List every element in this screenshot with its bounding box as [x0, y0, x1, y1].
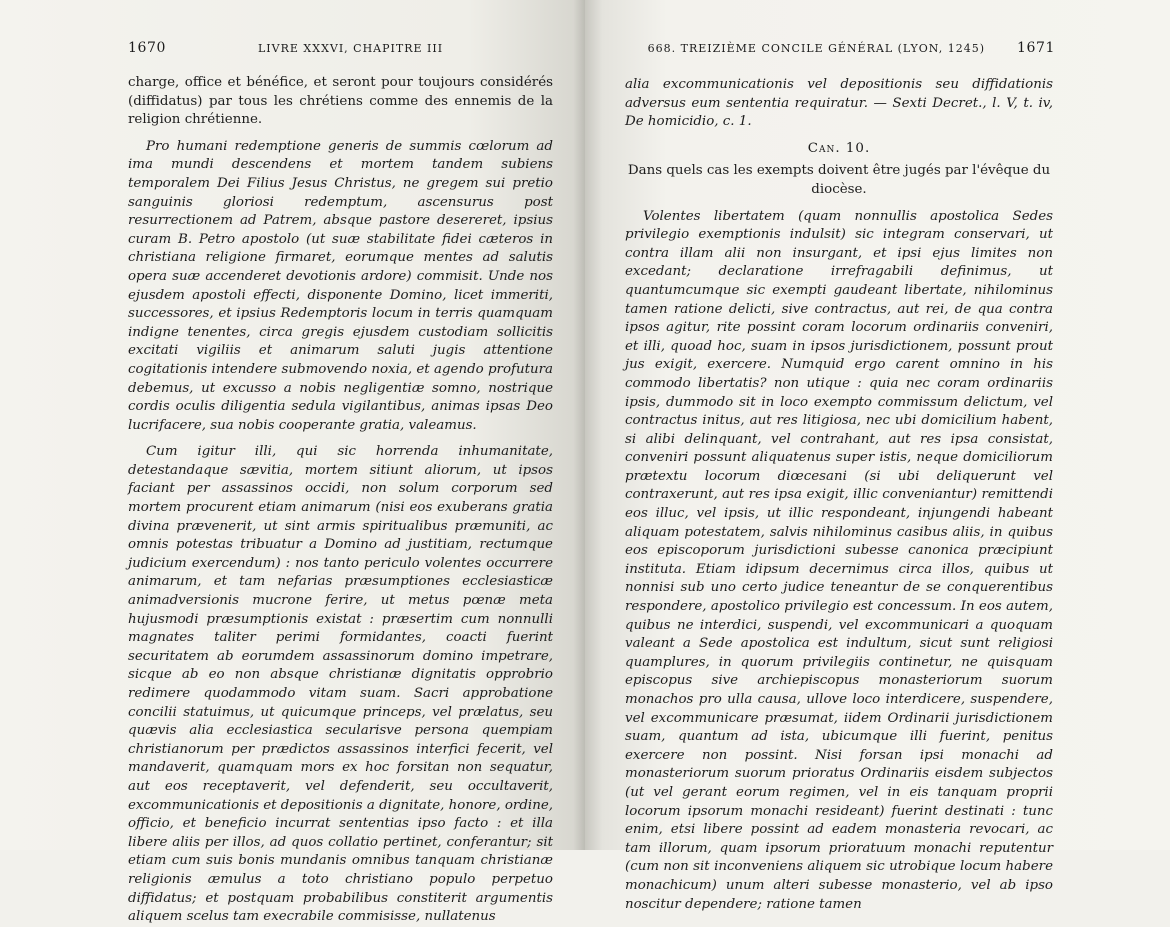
right-paragraph-1: alia excommunicationis vel depositionis seu diffidationis adversus eum sententia requiratur. — Sexti Decret., l. V, t. iv, De homicidio, c. 1.: [625, 77, 1053, 130]
right-running-title: 668. TREIZIÈME CONCILE GÉNÉRAL (LYON, 1245): [647, 42, 985, 55]
left-page: [0, 0, 585, 925]
right-page-number: 1671: [1016, 40, 1055, 56]
right-body-text: [625, 76, 1053, 914]
left-paragraph-3: Cum igitur illi, qui sic horrenda inhumanitate, detestandaque sævitia, mortem sitiunt aliorum, ut ipsos faciant per assassinos occidi, non solum corporum sed mortem procurent etiam animarum (nisi eos exuberans gratia divina prævenerit, ut sint armis spiritualibus præmuniti, ac omnis potestas tribuatur a Domino ad justitiam, rectumque judicium exercendum) : nos tanto periculo volentes occurrere animarum, et tam nefarias præsumptiones ecclesiasticæ animadversionis mucrone ferire, ut metus pœnæ meta hujusmodi præsumptionis existat : præsertim cum nonnulli magnates taliter perimi formidantes, coacti fuerint securitatem ab eorumdem assassinorum domino impetrare, sicque ab eo non absque christianæ dignitatis opprobrio redimere quodammodo vitam suam. Sacri approbatione concilii statuimus, ut quicumque princeps, vel prælatus, seu quævis alia ecclesiastica secularisve persona quempiam christianorum per prædictos assassinos interfici fecerit, vel mandaverit, quamquam mors ex hoc forsitan non sequatur, aut eos receptaverit, vel defenderit, seu occultaverit, excommunicationis et depositionis a dignitate, honore, ordine, officio, et beneficio incurrat sententias ipso facto : et illa libere aliis per illos, ad quos collatio pertinet, conferantur; sit etiam cum suis bonis mundanis omnibus tanquam christianæ religionis æmulus a toto christiano populo perpetuo diffidatus; et postquam probabilibus constiterit argumentis aliquem scelus tam execrabile commisisse, nullatenus: [128, 444, 553, 925]
left-page-number: 1670: [128, 40, 167, 56]
right-page: [585, 0, 1170, 912]
left-body-text: [128, 74, 553, 927]
left-running-title: LIVRE XXXVI, CHAPITRE III: [258, 42, 444, 55]
right-paragraph-2: Volentes libertatem (quam nonnullis apostolica Sedes privilegio exemptionis indulsit) sic integram conservari, ut contra illam alii non insurgant, et ipsi ejus limites non excedant; declaratione irrefragabili definimus, ut quantumcumque sic exempti gaudeant libertate, nihilominus tamen ratione delicti, sive contractus, aut rei, de qua contra ipsos agitur, rite possint coram locorum ordinariis conveniri, et illi, quoad hoc, suam in ipsos jurisdictionem, possunt prout jus exigit, exercere. Numquid ergo carent omnino in his commodo libertatis? non utique : quia nec coram ordinariis ipsis, dummodo sit in loco exempto commissum delictum, vel contractus initus, aut res litigiosa, nec ubi domicilium habent, si alibi delinquant, vel contrahant, aut res ipsa consistat, conveniri possunt aliquatenus super istis, neque domiciliorum prætextu locorum diœcesani (si ubi deliquerunt vel contraxerunt, aut res ipsa exigit, illic conveniantur) remittendi eos illuc, vel ipsis, ut illic respondeant, injungendi habeant aliquam potestatem, salvis nihilominus casibus aliis, in quibus eos episcoporum jurisdictioni subesse canonica præcipiunt instituta. Etiam idipsum decernimus circa illos, quibus ut nonnisi sub uno certo judice teneantur de se conquerentibus respondere, apostolico privilegio est concessum. In eos autem, quibus ne interdici, suspendi, vel excommunicari a quoquam valeant a Sede apostolica est indultum, sicut sunt religiosi quamplures, in quorum privilegiis continetur, ne quisquam episcopus sive archiepiscopus monasteriorum suorum monachos pro ulla causa, ullove loco interdicere, suspendere, vel excommunicare præsumat, iidem Ordinarii jurisdictionem suam, quantum ad ista, ubicumque illi fuerint, penitus exercere non possint. Nisi forsan ipsi monachi ad monasteriorum suorum prioratus Ordinariis eisdem subjectos (ut vel gerant eorum regimen, vel in eis tanquam proprii locorum ipsorum monachi resideant) fuerint destinati : tunc enim, etsi libere possint ad eadem monasteria revocari, ac tam illorum, quam ipsorum prioratuum monachi reputentur (cum non sit inconveniens aliquem sic utrobique locum habere monachicum) unum alteri subesse monasterio, vel ab ipso noscitur dependere; ratione tamen: [625, 208, 1053, 912]
left-paragraph-2: Pro humani redemptione generis de summis cœlorum ad ima mundi descendens et mortem tandem subiens temporalem Dei Filius Jesus Christus, ne gregem sui pretio sanguinis gloriosi redemptum, ascensurus post resurrectionem ad Patrem, absque pastore desereret, ipsius curam B. Petro apostolo (ut suæ stabilitate fidei cæteros in christiana religione firmaret, eorumque mentes ad salutis opera suæ accenderet devotionis ardore) commisit. Unde nos ejusdem apostoli effecti, disponente Domino, licet immeriti, successores, et ipsius Redemptoris locum in terris quamquam indigne tenentes, circa gregis ejusdem custodiam sollicitis excitati vigiliis et animarum saluti jugis attentione cogitationis intendere submovendo noxia, et agendo profutura debemus, ut excusso a nobis negligentiæ somno, nostrique cordis oculis diligentia sedula vigilantibus, animas ipsas Deo lucrifacere, sua nobis cooperante gratia, valeamus.: [128, 138, 553, 433]
left-paragraph-1: charge, office et bénéfice, et seront pour toujours considérés (diffidatus) par tous les chrétiens comme des ennemis de la religion chrétienne.: [128, 75, 553, 128]
canon-title: Dans quels cas les exempts doivent être jugés par l'évêque du diocèse.: [627, 163, 1051, 197]
canon-number: Can. 10.: [807, 140, 871, 156]
